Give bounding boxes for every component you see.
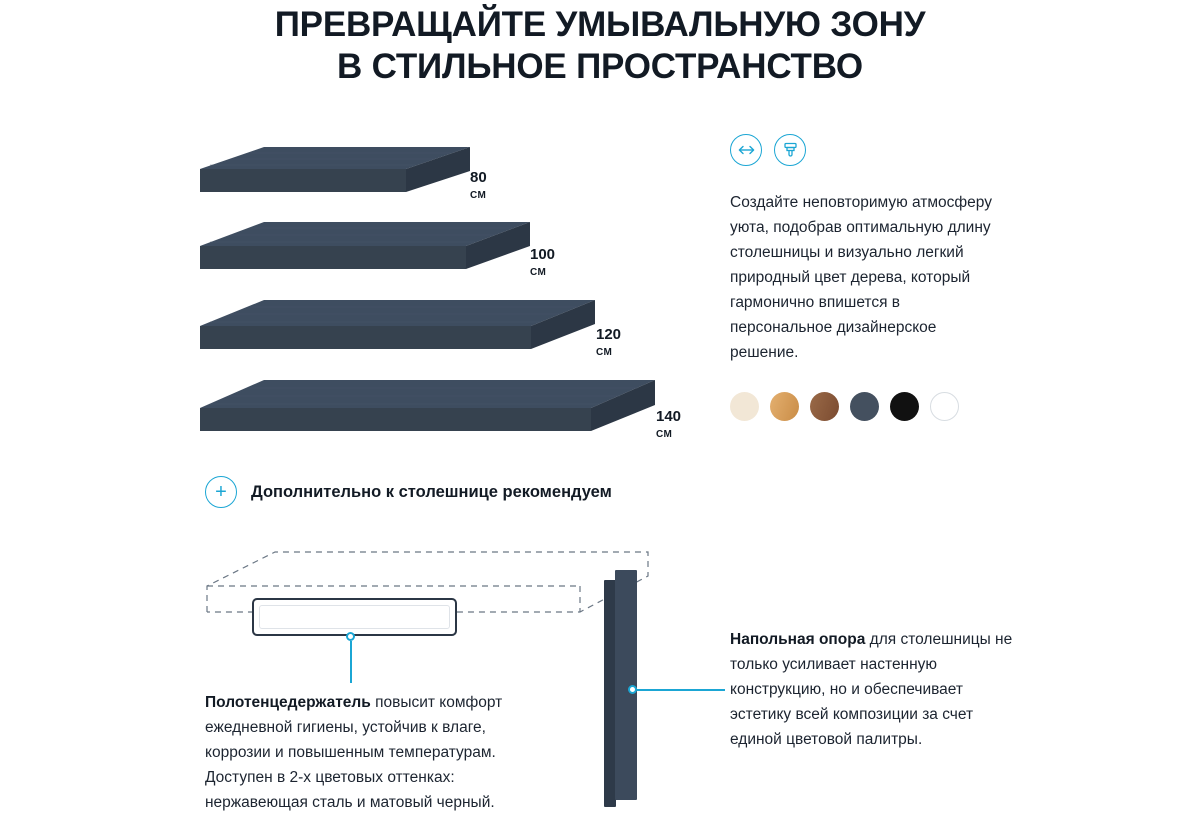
slab-label-140	[656, 409, 681, 443]
features-paragraph: Создайте неповторимую атмосферу уюта, подобрав оптимальную длину столешницы и визуально легкий природный цвет дерева, который гармонично впишется в персональное дизайнерское решение.	[730, 194, 992, 361]
slab-item-140	[200, 368, 682, 440]
slab-graphic	[200, 135, 470, 195]
width-arrows-icon	[730, 134, 762, 166]
color-swatches	[730, 392, 959, 421]
addon-title: Дополнительно к столешнице рекомендуем	[251, 482, 612, 501]
slab-graphic	[200, 288, 595, 352]
page-title	[0, 0, 1200, 88]
slab-size-unit: СМ	[470, 190, 487, 201]
slab-size-group	[0, 110, 720, 440]
callout-line-towel-holder	[350, 641, 352, 683]
caption-towel-holder-text: повысит комфорт ежедневной гигиены, устойчив к влаге, коррозии и повышенным температурам. Доступен в 2-х цветовых оттенках: нержавеющая сталь и матовый черный.	[205, 694, 503, 811]
swatch-black[interactable]	[890, 392, 919, 421]
callout-dot-floor-support	[628, 685, 637, 694]
slab-shape-icon	[200, 288, 595, 354]
callout-line-floor-support	[637, 689, 725, 691]
slab-item-80	[200, 135, 487, 201]
paint-brush-icon	[774, 134, 806, 166]
slab-graphic	[200, 210, 530, 272]
towel-holder-inner	[259, 605, 450, 629]
slab-size-value: 100	[530, 246, 556, 263]
towel-holder-graphic	[252, 598, 457, 636]
callout-dot-towel-holder	[346, 632, 355, 641]
slab-item-120	[200, 288, 622, 358]
swatch-graphite[interactable]	[850, 392, 879, 421]
slab-label-120	[596, 327, 621, 361]
addon-diagram	[0, 520, 1200, 811]
page-title-line-2: В СТИЛЬНОЕ ПРОСТРАНСТВО	[337, 47, 863, 86]
slab-shape-icon	[200, 210, 530, 274]
slab-shape-icon	[200, 135, 470, 197]
swatch-white[interactable]	[930, 392, 959, 421]
slab-size-value: 140	[656, 408, 682, 425]
slab-graphic	[200, 368, 655, 434]
caption-floor-support	[730, 627, 1020, 752]
slab-size-unit: СМ	[656, 429, 673, 440]
swatch-ivory[interactable]	[730, 392, 759, 421]
feature-icons	[730, 134, 1010, 166]
arrows-glyph	[738, 144, 755, 156]
slab-item-100	[200, 210, 556, 278]
caption-floor-support-text: для столешницы не только усиливает настенную конструкцию, но и обеспечивает эстетику всей композиции за счет единой цветовой палитры.	[730, 631, 1013, 748]
caption-towel-holder-title: Полотенцедержатель	[205, 694, 371, 711]
slab-size-unit: СМ	[530, 267, 547, 278]
swatch-walnut[interactable]	[810, 392, 839, 421]
caption-floor-support-title: Напольная опора	[730, 631, 866, 648]
plus-glyph: +	[215, 481, 227, 503]
page-title-line-1: ПРЕВРАЩАЙТЕ УМЫВАЛЬНУЮ ЗОНУ	[274, 5, 926, 44]
brush-glyph	[783, 142, 798, 158]
slab-shape-icon	[200, 368, 655, 436]
features-column	[730, 134, 1010, 365]
slab-label-100	[530, 247, 555, 281]
addon-heading	[205, 476, 612, 508]
slab-size-value: 80	[470, 169, 487, 186]
caption-towel-holder	[205, 690, 535, 815]
slab-size-unit: СМ	[596, 347, 613, 358]
slab-label-80	[470, 170, 487, 204]
swatch-oak[interactable]	[770, 392, 799, 421]
plus-icon	[205, 476, 237, 508]
slab-size-value: 120	[596, 326, 622, 343]
